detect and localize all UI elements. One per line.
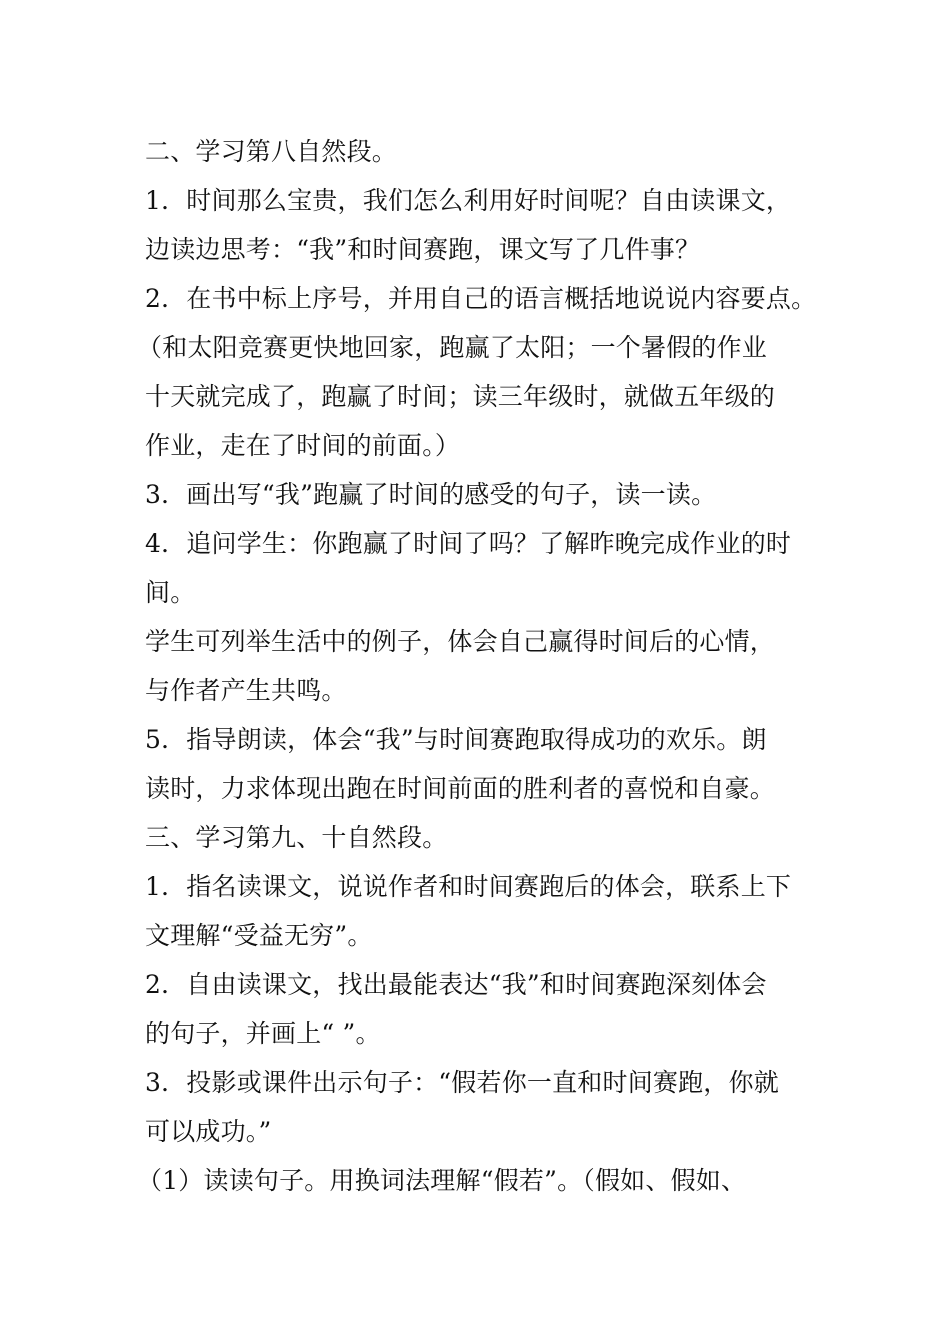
paragraph-line: 4．追问学生：你跑赢了时间了吗？了解昨晚完成作业的时 <box>145 529 792 558</box>
paragraph-line: 3．投影或课件出示句子：“假若你一直和时间赛跑，你就 <box>145 1068 779 1097</box>
paragraph-line: 间。 <box>145 578 196 607</box>
paragraph-line: 作业，走在了时间的前面。） <box>145 431 461 460</box>
paragraph-line: 与作者产生共鸣。 <box>145 676 347 705</box>
paragraph-line: 2．在书中标上序号，并用自己的语言概括地说说内容要点。 <box>145 284 817 313</box>
paragraph-line: （1）读读句子。用换词法理解“假若”。（假如、假如、 <box>137 1166 747 1195</box>
paragraph-line: （和太阳竞赛更快地回家，跑赢了太阳；一个暑假的作业 <box>137 333 768 362</box>
paragraph-line: 2．自由读课文，找出最能表达“我”和时间赛跑深刻体会 <box>145 970 767 999</box>
paragraph-line: 文理解“受益无穷”。 <box>145 921 373 950</box>
paragraph-line: 十天就完成了，跑赢了时间；读三年级时，就做五年级的 <box>145 382 776 411</box>
document-body <box>137 127 817 1205</box>
section-heading: 二、学习第八自然段。 <box>145 137 398 166</box>
section-heading: 三、学习第九、十自然段。 <box>145 823 448 852</box>
paragraph-line: 1．指名读课文，说说作者和时间赛跑后的体会，联系上下 <box>145 872 792 901</box>
paragraph-line: 学生可列举生活中的例子，体会自己赢得时间后的心情， <box>145 627 776 656</box>
paragraph-line: 的句子，并画上“ ”。 <box>145 1019 381 1048</box>
paragraph-line: 5．指导朗读，体会“我”与时间赛跑取得成功的欢乐。朗 <box>145 725 767 754</box>
paragraph-line: 边读边思考：“我”和时间赛跑，课文写了几件事？ <box>145 235 701 264</box>
paragraph-line: 可以成功。” <box>145 1117 272 1146</box>
paragraph-line: 读时，力求体现出跑在时间前面的胜利者的喜悦和自豪。 <box>145 774 776 803</box>
paragraph-line: 3．画出写“我”跑赢了时间的感受的句子，读一读。 <box>145 480 717 509</box>
paragraph-line: 1．时间那么宝贵，我们怎么利用好时间呢？自由读课文， <box>145 186 792 215</box>
